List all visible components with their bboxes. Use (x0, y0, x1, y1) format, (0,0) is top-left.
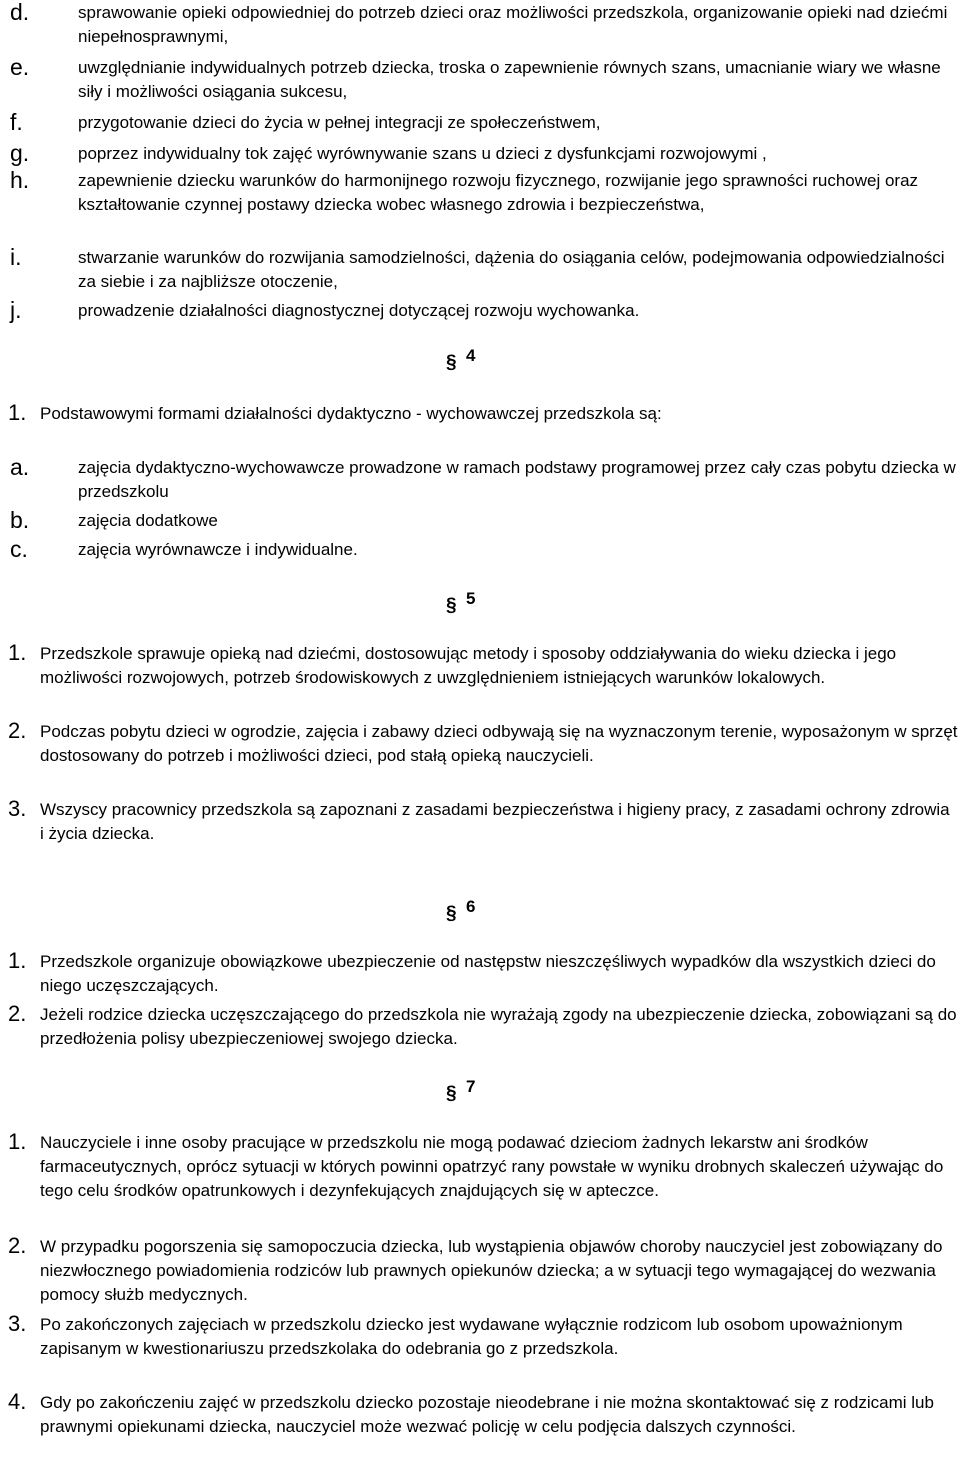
list-item-label: 3. (8, 796, 27, 821)
section-number: 7 (466, 1077, 476, 1096)
list-item-label: 1. (8, 640, 27, 665)
list-item-label: b. (10, 507, 30, 533)
list-item-text: zajęcia dodatkowe (78, 511, 218, 530)
list-item-label: 2. (8, 1001, 27, 1026)
list-item-label: d. (10, 0, 30, 25)
list-item-text: Podstawowymi formami działalności dydaktyczno - wychowawczej przedszkola są: (40, 404, 662, 423)
list-item-text: Nauczyciele i inne osoby pracujące w przedszkolu nie mogą podawać dzieciom żadnych lekarstw ani środków farmaceutycznych, oprócz sytuacji w których powinni opatrzyć rany powstałe w wyniku drobnych skaleczeń używając do tego celu środków opatrunkowych i dezynfekujących znajdujących się w apteczce. (40, 1133, 944, 1200)
list-item-label: 2. (8, 718, 27, 743)
list-item-label: 3. (8, 1311, 27, 1336)
section-symbol: § (446, 903, 457, 924)
list-item-label: 1. (8, 948, 27, 973)
list-item-text: Przedszkole organizuje obowiązkowe ubezpieczenie od następstw nieszczęśliwych wypadków dla wszystkich dzieci do niego uczęszczających. (40, 952, 936, 995)
list-item-text: prowadzenie działalności diagnostycznej dotyczącej rozwoju wychowanka. (78, 301, 640, 320)
list-item-text: Przedszkole sprawuje opieką nad dziećmi, dostosowując metody i sposoby oddziaływania do wieku dziecka i jego możliwości rozwojowych, potrzeb środowiskowych z uwzględnieniem istniejących warunków lokalowych. (40, 644, 897, 687)
list-item-text: zapewnienie dziecku warunków do harmonijnego rozwoju fizycznego, rozwijanie jego sprawności ruchowej oraz kształtowanie czynnej postawy dziecka wobec własnego zdrowia i bezpieczeństwa, (78, 171, 919, 214)
list-item-label: e. (10, 54, 30, 80)
list-item-label: 2. (8, 1233, 27, 1258)
list-item-text: Podczas pobytu dzieci w ogrodzie, zajęcia i zabawy dzieci odbywają się na wyznaczonym terenie, wyposażonym w sprzęt dostosowany do potrzeb i możliwości dzieci, pod stałą opieką nauczycieli. (40, 722, 958, 765)
list-item-label: h. (10, 167, 30, 193)
section-number: 5 (466, 589, 476, 608)
list-item-text: W przypadku pogorszenia się samopoczucia dziecka, lub wystąpienia objawów choroby nauczyciel jest zobowiązany do niezwłocznego powiadomienia rodziców lub prawnych opiekunów dziecka; a w sytuacji tego wymagającej do wezwania pomocy służb medycznych. (40, 1237, 943, 1304)
list-item-text: stwarzanie warunków do rozwijania samodzielności, dążenia do osiągania celów, podejmowania odpowiedzialności za siebie i za najbliższe otoczenie, (78, 248, 945, 291)
list-item-label: f. (10, 109, 23, 135)
list-item-text: poprzez indywidualny tok zajęć wyrównywanie szans u dzieci z dysfunkcjami rozwojowymi , (78, 144, 767, 163)
list-item-text: przygotowanie dzieci do życia w pełnej integracji ze społeczeństwem, (78, 113, 601, 132)
list-item-text: uwzględnianie indywidualnych potrzeb dziecka, troska o zapewnienie równych szans, umacnianie wiary we własne siły i możliwości osiągania sukcesu, (78, 58, 941, 101)
list-item-text: zajęcia wyrównawcze i indywidualne. (78, 540, 358, 559)
section-symbol: § (446, 595, 457, 616)
list-item-text: Gdy po zakończeniu zajęć w przedszkolu dziecko pozostaje nieodebrane i nie można skontaktować się z rodzicami lub prawnymi opiekunami dziecka, nauczyciel może wezwać policję w celu podjęcia dalszych czynności. (40, 1393, 934, 1436)
list-item-text: sprawowanie opieki odpowiedniej do potrzeb dzieci oraz możliwości przedszkola, organizowanie opieki nad dziećmi niepełnosprawnymi, (78, 3, 948, 46)
list-item-label: 1. (8, 1129, 27, 1154)
list-item-label: i. (10, 244, 22, 270)
section-symbol: § (446, 352, 457, 373)
list-item-text: Wszyscy pracownicy przedszkola są zapoznani z zasadami bezpieczeństwa i higieny pracy, z zasadami ochrony zdrowia i życia dziecka. (40, 800, 950, 843)
section-number: 6 (466, 897, 476, 916)
list-item-label: c. (10, 536, 28, 562)
list-item-label: g. (10, 140, 30, 166)
list-item-label: a. (10, 454, 30, 480)
list-item-label: 4. (8, 1389, 27, 1414)
list-item-label: j. (10, 297, 22, 323)
list-item-text: Jeżeli rodzice dziecka uczęszczającego do przedszkola nie wyrażają zgody na ubezpieczenie dziecka, zobowiązani są do przedłożenia polisy ubezpieczeniowej swojego dziecka. (40, 1005, 957, 1048)
section-symbol: § (446, 1083, 457, 1104)
section-number: 4 (466, 346, 476, 365)
list-item-label: 1. (8, 400, 27, 425)
list-item-text: zajęcia dydaktyczno-wychowawcze prowadzone w ramach podstawy programowej przez cały czas pobytu dziecka w przedszkolu (78, 458, 956, 501)
list-item-text: Po zakończonych zajęciach w przedszkolu dziecko jest wydawane wyłącznie rodzicom lub osobom upoważnionym zapisanym w kwestionariuszu przedszkolaka do odebrania go z przedszkola. (40, 1315, 903, 1358)
